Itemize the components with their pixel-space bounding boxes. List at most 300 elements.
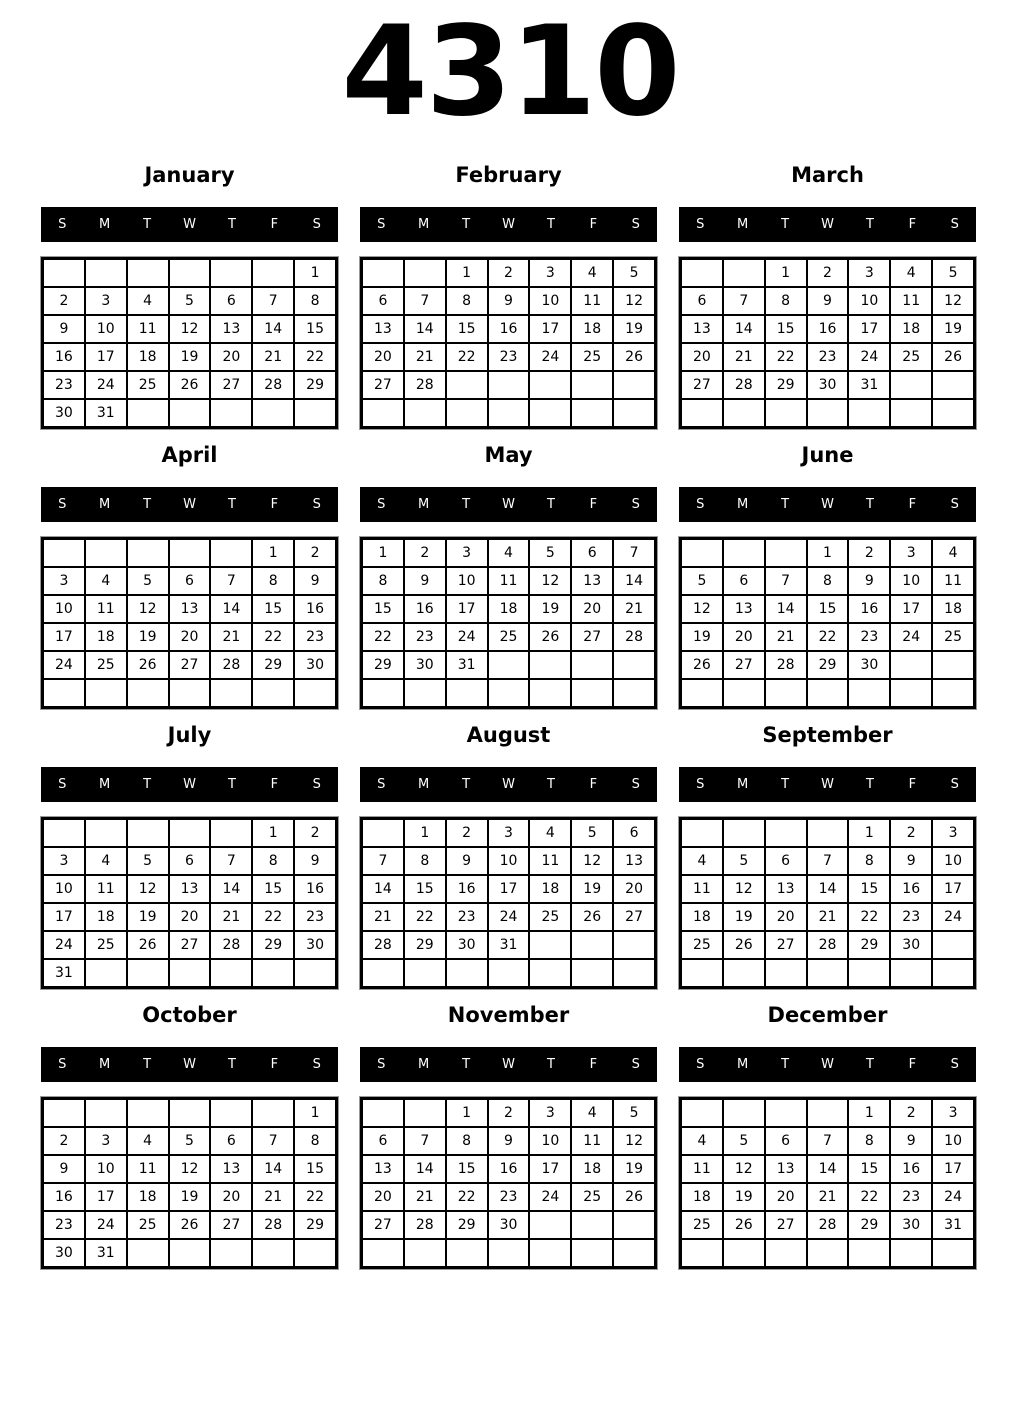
day-cell [848, 399, 890, 427]
weekday-label: W [821, 777, 834, 792]
day-cell: 21 [765, 623, 807, 651]
day-cell: 8 [404, 847, 446, 875]
month-title: September [762, 723, 893, 747]
day-cell [571, 1239, 613, 1267]
weekday-label: S [631, 497, 640, 512]
day-cell: 17 [932, 875, 974, 903]
day-cell: 3 [43, 847, 85, 875]
day-cell: 26 [169, 371, 211, 399]
day-cell: 14 [210, 875, 252, 903]
day-cell: 4 [488, 539, 530, 567]
day-cell: 20 [210, 343, 252, 371]
day-cell [571, 679, 613, 707]
day-cell: 23 [43, 1211, 85, 1239]
day-cell: 25 [932, 623, 974, 651]
weekday-label: F [908, 1057, 917, 1072]
day-cell: 27 [723, 651, 765, 679]
day-cell: 16 [488, 315, 530, 343]
weekday-label: F [589, 777, 598, 792]
day-cell: 25 [529, 903, 571, 931]
weekday-label: M [737, 217, 749, 232]
day-cell [210, 259, 252, 287]
day-cell [446, 399, 488, 427]
day-cell: 26 [127, 651, 169, 679]
month-calendar [360, 1002, 657, 1282]
day-cell: 11 [571, 1127, 613, 1155]
day-cell: 18 [85, 903, 127, 931]
day-cell: 20 [169, 623, 211, 651]
day-cell: 24 [890, 623, 932, 651]
weekday-label: S [58, 1057, 67, 1072]
month-title: April [161, 443, 218, 467]
day-cell: 1 [404, 819, 446, 847]
day-cell: 30 [890, 931, 932, 959]
weekday-label: T [546, 777, 555, 792]
day-cell: 21 [807, 903, 849, 931]
day-cell: 5 [613, 1099, 655, 1127]
day-cell [932, 371, 974, 399]
day-cell [571, 371, 613, 399]
day-cell: 27 [362, 371, 404, 399]
day-cell: 7 [210, 567, 252, 595]
day-cell: 11 [488, 567, 530, 595]
day-cell: 17 [43, 903, 85, 931]
day-cell: 12 [681, 595, 723, 623]
day-cell: 17 [529, 1155, 571, 1183]
day-cell: 25 [890, 343, 932, 371]
weekday-label: T [143, 217, 152, 232]
weekday-label: F [908, 217, 917, 232]
day-cell: 26 [571, 903, 613, 931]
day-cell: 30 [404, 651, 446, 679]
day-cell: 30 [848, 651, 890, 679]
day-cell: 3 [43, 567, 85, 595]
day-cell: 25 [681, 1211, 723, 1239]
weekday-header-row [679, 207, 976, 242]
day-cell [571, 651, 613, 679]
day-cell: 6 [210, 287, 252, 315]
day-cell: 13 [362, 1155, 404, 1183]
day-cell: 25 [85, 651, 127, 679]
month-calendar [679, 162, 976, 442]
day-cell [765, 679, 807, 707]
day-cell: 16 [404, 595, 446, 623]
day-cell: 8 [294, 287, 336, 315]
day-cell: 11 [85, 595, 127, 623]
day-cell: 2 [294, 539, 336, 567]
day-cell: 5 [681, 567, 723, 595]
day-cell: 16 [890, 1155, 932, 1183]
day-cell: 8 [765, 287, 807, 315]
weekday-label: W [502, 777, 515, 792]
day-cell [488, 1239, 530, 1267]
day-cell: 8 [848, 847, 890, 875]
day-cell [848, 1239, 890, 1267]
day-cell: 16 [294, 595, 336, 623]
day-cell: 20 [571, 595, 613, 623]
day-cell: 26 [529, 623, 571, 651]
day-cell: 10 [85, 1155, 127, 1183]
day-cell [613, 1211, 655, 1239]
day-cell: 19 [723, 1183, 765, 1211]
day-cell: 13 [169, 595, 211, 623]
weekday-header-row [41, 487, 338, 522]
weekday-header-row [41, 207, 338, 242]
day-cell: 4 [85, 567, 127, 595]
weekday-label: M [418, 217, 430, 232]
weekday-label: S [696, 1057, 705, 1072]
day-cell [362, 1239, 404, 1267]
day-cell: 20 [210, 1183, 252, 1211]
day-cell: 6 [765, 1127, 807, 1155]
day-cell [169, 399, 211, 427]
day-cell [571, 959, 613, 987]
day-cell [127, 1099, 169, 1127]
day-cell: 2 [294, 819, 336, 847]
day-cell [723, 399, 765, 427]
day-cell: 1 [446, 259, 488, 287]
day-cell: 20 [765, 1183, 807, 1211]
day-cell: 30 [294, 931, 336, 959]
day-cell [890, 959, 932, 987]
weekday-label: M [737, 777, 749, 792]
day-cell: 14 [807, 875, 849, 903]
day-cell: 24 [43, 931, 85, 959]
day-cell: 22 [252, 903, 294, 931]
day-cell: 7 [807, 1127, 849, 1155]
day-cell [848, 679, 890, 707]
day-cell [723, 959, 765, 987]
day-cell: 28 [613, 623, 655, 651]
day-cell: 2 [43, 1127, 85, 1155]
day-cell [404, 1099, 446, 1127]
day-cell: 28 [252, 1211, 294, 1239]
day-cell: 19 [529, 595, 571, 623]
day-cell [681, 1239, 723, 1267]
day-cell: 27 [169, 651, 211, 679]
day-cell: 11 [529, 847, 571, 875]
day-cell: 29 [765, 371, 807, 399]
day-cell: 24 [848, 343, 890, 371]
day-cell: 13 [723, 595, 765, 623]
day-cell: 17 [446, 595, 488, 623]
day-cell: 4 [890, 259, 932, 287]
weekday-label: T [143, 497, 152, 512]
year-title: 4310 [341, 0, 679, 144]
day-cell: 3 [890, 539, 932, 567]
day-cell: 2 [43, 287, 85, 315]
day-cell [932, 399, 974, 427]
weekday-label: F [908, 497, 917, 512]
day-cell: 23 [294, 903, 336, 931]
day-cell [362, 259, 404, 287]
day-cell: 29 [848, 931, 890, 959]
day-cell: 18 [85, 623, 127, 651]
day-cell: 29 [294, 1211, 336, 1239]
day-cell [294, 1239, 336, 1267]
weekday-header-row [679, 767, 976, 802]
day-cell: 11 [85, 875, 127, 903]
day-cell: 19 [613, 315, 655, 343]
day-cell [613, 399, 655, 427]
weekday-label: T [227, 1057, 236, 1072]
day-cell: 30 [807, 371, 849, 399]
day-cell: 17 [848, 315, 890, 343]
day-cell: 30 [488, 1211, 530, 1239]
day-cell [613, 931, 655, 959]
weekday-label: S [950, 777, 959, 792]
day-cell: 5 [932, 259, 974, 287]
day-cell: 14 [404, 315, 446, 343]
day-cell: 12 [932, 287, 974, 315]
day-cell: 31 [488, 931, 530, 959]
day-cell: 25 [488, 623, 530, 651]
day-cell: 30 [294, 651, 336, 679]
day-cell: 19 [681, 623, 723, 651]
day-cell: 3 [488, 819, 530, 847]
weekday-header-row [679, 1047, 976, 1082]
day-cell [210, 679, 252, 707]
day-cell: 1 [252, 539, 294, 567]
day-cell: 16 [488, 1155, 530, 1183]
day-cell [127, 819, 169, 847]
weekday-label: T [781, 1057, 790, 1072]
day-cell: 15 [252, 875, 294, 903]
weekday-label: M [99, 1057, 111, 1072]
weekday-label: W [183, 1057, 196, 1072]
day-cell: 23 [488, 1183, 530, 1211]
day-cell: 9 [848, 567, 890, 595]
weekday-label: M [418, 1057, 430, 1072]
day-cell [169, 259, 211, 287]
day-cell [723, 259, 765, 287]
weekday-label: S [631, 1057, 640, 1072]
day-cell: 23 [446, 903, 488, 931]
weekday-label: F [908, 777, 917, 792]
day-cell: 19 [127, 623, 169, 651]
day-cell [85, 1099, 127, 1127]
day-grid [360, 537, 657, 709]
day-cell: 22 [807, 623, 849, 651]
day-cell [127, 679, 169, 707]
weekday-label: T [462, 217, 471, 232]
day-cell: 12 [613, 287, 655, 315]
day-cell [890, 371, 932, 399]
day-cell [890, 1239, 932, 1267]
day-cell: 12 [127, 595, 169, 623]
day-cell: 12 [127, 875, 169, 903]
weekday-label: T [781, 217, 790, 232]
day-cell: 11 [890, 287, 932, 315]
day-cell: 18 [529, 875, 571, 903]
day-cell: 3 [85, 287, 127, 315]
day-cell: 19 [169, 1183, 211, 1211]
weekday-label: S [377, 1057, 386, 1072]
weekday-label: T [781, 777, 790, 792]
weekday-label: W [821, 497, 834, 512]
day-cell: 8 [848, 1127, 890, 1155]
day-cell: 1 [446, 1099, 488, 1127]
day-cell: 17 [890, 595, 932, 623]
day-cell: 16 [446, 875, 488, 903]
day-grid [41, 257, 338, 429]
day-cell [252, 399, 294, 427]
weekday-label: S [58, 217, 67, 232]
day-cell: 24 [446, 623, 488, 651]
day-cell: 2 [807, 259, 849, 287]
day-cell [252, 679, 294, 707]
day-cell: 12 [571, 847, 613, 875]
day-cell: 19 [169, 343, 211, 371]
day-cell: 14 [613, 567, 655, 595]
day-cell: 6 [613, 819, 655, 847]
day-cell: 20 [681, 343, 723, 371]
day-cell [613, 651, 655, 679]
weekday-label: W [502, 1057, 515, 1072]
day-cell: 14 [404, 1155, 446, 1183]
day-cell: 6 [362, 1127, 404, 1155]
day-cell: 9 [488, 1127, 530, 1155]
weekday-label: S [950, 1057, 959, 1072]
weekday-label: M [99, 777, 111, 792]
day-cell: 29 [446, 1211, 488, 1239]
day-cell: 4 [127, 287, 169, 315]
day-cell: 15 [848, 875, 890, 903]
day-cell: 10 [932, 1127, 974, 1155]
day-cell: 7 [613, 539, 655, 567]
weekday-header-row [360, 767, 657, 802]
day-cell: 20 [169, 903, 211, 931]
day-cell [294, 959, 336, 987]
month-calendar [41, 162, 338, 442]
day-cell: 5 [723, 1127, 765, 1155]
day-cell [723, 819, 765, 847]
day-cell [43, 819, 85, 847]
day-cell [252, 259, 294, 287]
day-cell: 16 [43, 1183, 85, 1211]
day-cell: 2 [488, 1099, 530, 1127]
day-cell [613, 371, 655, 399]
day-cell: 30 [890, 1211, 932, 1239]
day-cell: 2 [446, 819, 488, 847]
day-cell: 27 [613, 903, 655, 931]
month-calendar [360, 722, 657, 1002]
day-cell: 22 [446, 343, 488, 371]
day-cell: 17 [932, 1155, 974, 1183]
day-cell: 27 [362, 1211, 404, 1239]
day-cell [210, 819, 252, 847]
day-cell [404, 679, 446, 707]
day-cell: 7 [765, 567, 807, 595]
day-cell: 29 [252, 651, 294, 679]
day-cell: 25 [127, 371, 169, 399]
day-cell [529, 679, 571, 707]
weekday-label: F [589, 217, 598, 232]
day-cell: 14 [252, 1155, 294, 1183]
day-cell [488, 679, 530, 707]
day-cell: 18 [890, 315, 932, 343]
day-cell: 7 [807, 847, 849, 875]
day-grid [41, 1097, 338, 1269]
day-cell: 12 [723, 875, 765, 903]
day-cell [613, 1239, 655, 1267]
weekday-label: F [589, 1057, 598, 1072]
weekday-label: T [865, 777, 874, 792]
day-cell: 22 [446, 1183, 488, 1211]
day-cell: 7 [252, 1127, 294, 1155]
day-cell [127, 399, 169, 427]
day-cell [529, 931, 571, 959]
day-cell: 10 [529, 1127, 571, 1155]
day-cell: 2 [404, 539, 446, 567]
month-title: January [144, 163, 235, 187]
day-cell: 17 [85, 1183, 127, 1211]
day-cell: 11 [127, 315, 169, 343]
weekday-label: M [737, 497, 749, 512]
day-cell: 21 [723, 343, 765, 371]
day-cell: 9 [404, 567, 446, 595]
day-cell: 25 [127, 1211, 169, 1239]
day-cell: 9 [294, 847, 336, 875]
day-cell: 7 [404, 1127, 446, 1155]
day-cell: 27 [765, 1211, 807, 1239]
day-cell: 6 [169, 847, 211, 875]
day-cell: 12 [723, 1155, 765, 1183]
day-cell: 13 [765, 875, 807, 903]
day-cell [488, 399, 530, 427]
weekday-label: S [312, 1057, 321, 1072]
day-cell [85, 679, 127, 707]
day-cell: 4 [932, 539, 974, 567]
day-cell [210, 399, 252, 427]
day-cell: 17 [488, 875, 530, 903]
day-cell [43, 1099, 85, 1127]
day-cell: 15 [294, 1155, 336, 1183]
day-cell: 23 [890, 1183, 932, 1211]
day-cell: 5 [529, 539, 571, 567]
day-cell [529, 371, 571, 399]
day-cell [446, 959, 488, 987]
day-cell: 13 [681, 315, 723, 343]
weekday-label: S [631, 777, 640, 792]
day-cell: 28 [723, 371, 765, 399]
day-cell [807, 679, 849, 707]
day-cell: 3 [529, 1099, 571, 1127]
day-cell: 7 [723, 287, 765, 315]
day-cell [362, 959, 404, 987]
month-calendar [679, 722, 976, 1002]
day-cell: 4 [681, 847, 723, 875]
day-cell: 10 [85, 315, 127, 343]
day-cell: 15 [446, 1155, 488, 1183]
day-cell [807, 819, 849, 847]
day-cell: 1 [848, 819, 890, 847]
day-cell: 8 [807, 567, 849, 595]
day-cell: 23 [890, 903, 932, 931]
day-cell [43, 259, 85, 287]
day-cell: 8 [294, 1127, 336, 1155]
month-title: August [466, 723, 551, 747]
day-cell: 28 [252, 371, 294, 399]
day-cell: 29 [404, 931, 446, 959]
weekday-label: S [377, 777, 386, 792]
day-cell: 2 [848, 539, 890, 567]
month-calendar [679, 1002, 976, 1282]
day-cell: 17 [529, 315, 571, 343]
day-cell: 29 [848, 1211, 890, 1239]
day-cell: 28 [807, 931, 849, 959]
day-cell: 5 [723, 847, 765, 875]
